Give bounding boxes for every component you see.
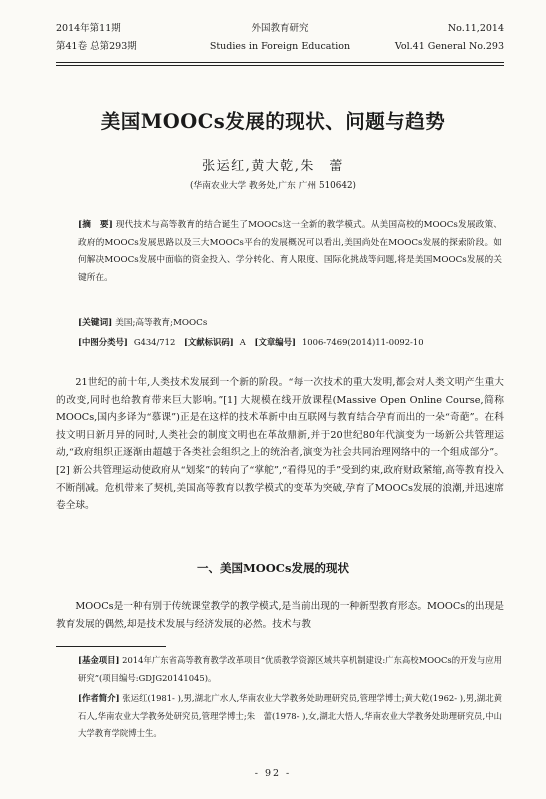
volume-info: 第41卷 总第293期 [56,41,137,52]
abstract-text: 现代技术与高等教育的结合诞生了MOOCs这一全新的教学模式。从美国高校的MOOCs发展政策、政府的MOOCs发展思路以及三大MOOCs平台的发展概况可以看出,美国尚处在MOOCs发展的探索阶段。如何解决MOOCs发展中面临的资金投入、学分转化、育人限度、国际化挑战等问题,将是美国MOOCs发展的关键所在。 [78,220,502,283]
clc-value: G434/712 [133,337,176,347]
article-title: 美国MOOCs发展的现状、问题与趋势 [100,110,446,133]
keywords [78,315,502,332]
article-number-label: [文章编号] [254,337,296,347]
footnote-fund [78,652,502,687]
author-affiliation: (华南农业大学 教务处,广东 广州 510642) [190,181,356,191]
fund-label: [基金项目] [78,655,120,665]
classification-line [78,334,506,351]
section-heading: 一、美国MOOCs发展的现状 [197,561,349,575]
journal-name-cn: 外国教育研究 [251,23,309,34]
abstract-label: [摘 要] [78,220,113,230]
fund-text: 2014年广东省高等教育教学改革项目“优质教学资源区域共享机制建设:广东高校MOOCs的开发与应用研究”(项目编号:GDJG20141045)。 [78,655,502,683]
doc-code-value: A [239,337,246,347]
page-number: - 92 - [254,768,292,779]
abstract [78,217,502,287]
section-paragraph: MOOCs是一种有别于传统课堂教学的教学模式,是当前出现的一种新型教育形态。MOOCs的出现是教育发展的偶然,却是技术发展与经济发展的必然。技术与教 [56,601,504,630]
issue-info: 2014年第11期 [56,23,121,34]
article-authors: 张运红,黄大乾,朱 蕾 [202,159,344,174]
header-rule-thick [56,62,504,63]
volume-info-en: Vol.41 General No.293 [394,41,504,52]
clc-label: [中图分类号] [78,337,128,347]
article-number-value: 1006-7469(2014)11-0092-10 [301,337,424,347]
journal-name-en: Studies in Foreign Education [209,41,351,52]
running-header [56,20,504,56]
author-bio-label: [作者简介] [78,693,120,703]
issue-info-en: No.11,2014 [447,23,504,34]
author-bio-text: 张运红(1981- ),男,湖北广水人,华南农业大学教务处助理研究员,管理学博士;黄大乾(1962- ),男,湖北黄石人,华南农业大学教务处研究员,管理学博士;朱 蕾(1978- ),女,湖北大悟人,华南农业大学教务处助理研究员,中山大学教育学院博士生。 [78,693,502,738]
intro-paragraph: 21世纪的前十年,人类技术发展到一个新的阶段。“每一次技术的重大发明,都会对人类文明产生重大的改变,同时也给教育带来巨大影响。”[1] 大规模在线开放课程(Massive Open Online Course,简称MOOCs,国内多译为“慕课”)正是在这样的技术革新中由互联网与教育结合孕育而出的一朵“奇葩”。在科技文明日新月异的同时,人类社会的制度文明也在革故鼎新,并于20世纪80年代演变为一场新公共管理运动,“政府组织正逐渐由超越于各类社会组织之上的统治者,演变为社会共同治理网络中的一个组成部分”。[2] 新公共管理运动使政府从“划桨”的转向了“掌舵”,“看得见的手”受到约束,政府财政紧缩,高等教育投入不断削减。危机带来了契机,美国高等教育以教学模式的变革为突破,孕育了MOOCs发展的浪潮,并迅速席卷全球。 [56,377,504,512]
doc-code-label: [文献标识码] [183,337,234,347]
keywords-label: [关键词] [78,318,113,328]
footnote-rule [56,646,166,647]
header-rule-thin [56,65,504,66]
footnote-author-bio [78,690,502,743]
keywords-text: 美国;高等教育;MOOCs [115,318,208,328]
